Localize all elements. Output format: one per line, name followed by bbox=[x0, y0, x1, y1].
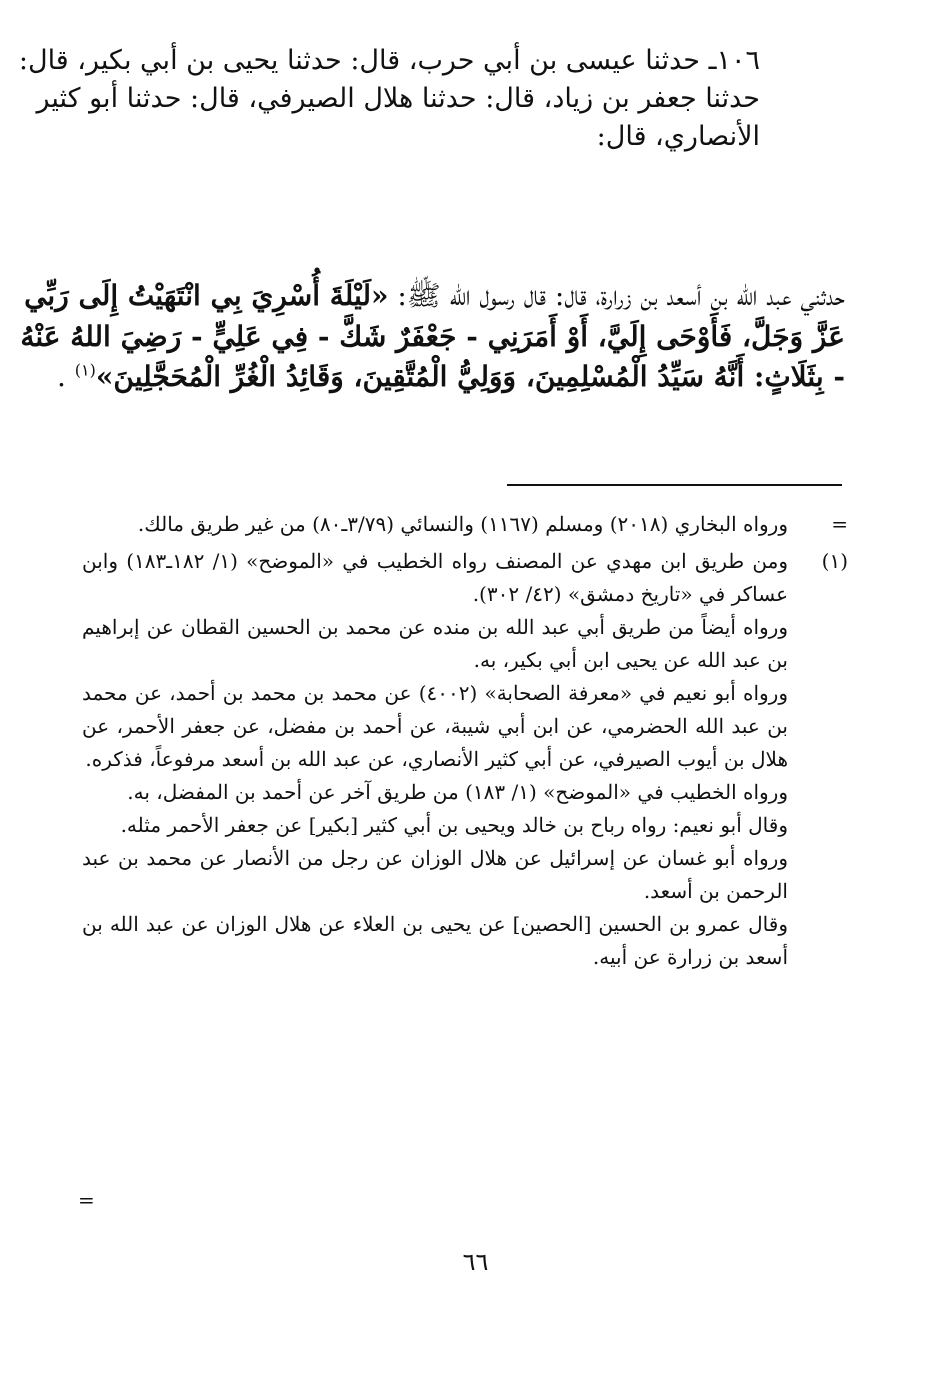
hadith-text bbox=[0, 276, 845, 398]
footnote-paragraph: ورواه أبو غسان عن إسرائيل عن هلال الوزان عن رجل من الأنصار عن محمد بن عبد الرحمن بن أسعد. bbox=[82, 846, 788, 903]
footnote-continued bbox=[82, 508, 848, 541]
footnote-paragraph: ورواه أبو نعيم في «معرفة الصحابة» (٤٠٠٢) عن محمد بن محمد بن أحمد، عن محمد بن عبد الله الحضرمي، عن ابن أبي شيبة، عن أحمد بن مفضل، عن جعفر الأحمر، عن هلال بن أيوب الصيرفي، عن أبي كثير الأنصاري، عن عبد الله بن أسعد مرفوعاً، فذكره. bbox=[82, 681, 788, 771]
footnote-separator bbox=[507, 484, 842, 486]
continued-mark: = bbox=[831, 512, 848, 536]
footnote-reference: (١) bbox=[74, 360, 96, 380]
continued-text: ورواه البخاري (٢٠١٨) ومسلم (١١٦٧) والنسائي (٣/٧٩ـ٨٠) من غير طريق مالك. bbox=[137, 512, 788, 536]
footnotes bbox=[82, 508, 848, 974]
footnote-continues-mark: = bbox=[78, 1188, 95, 1212]
footnote-paragraph: وقال عمرو بن الحسين [الحصين] عن يحيى بن العلاء عن هلال الوزان عن عبد الله بن أسعد بن زرارة عن أبيه. bbox=[82, 912, 788, 969]
hadith-quote: «لَيْلَةَ أُسْرِيَ بِي انْتَهَيْتُ إِلَى رَبِّي عَزَّ وَجَلَّ، فَأَوْحَى إِلَيَّ، أَوْ أَمَرَنِي - جَعْفَرٌ شَكَّ - فِي عَلِيٍّ - رَضِيَ اللهُ عَنْهُ - بِثَلَاثٍ: أَنَّهُ سَيِّدُ الْمُسْلِمِينَ، وَوَلِيُّ الْمُتَّقِينَ، وَقَائِدُ الْغُرِّ الْمُحَجَّلِينَ» bbox=[20, 279, 845, 394]
footnote-paragraph: ومن طريق ابن مهدي عن المصنف رواه الخطيب في «الموضح» (١/ ١٨٢ـ١٨٣) وابن عساكر في «تاريخ دمشق» (٤٢/ ٣٠٢). bbox=[82, 549, 788, 606]
page-number: ٦٦ bbox=[462, 1248, 489, 1276]
footnote-paragraph: ورواه أيضاً من طريق أبي عبد الله بن منده عن محمد بن الحسين القطان عن إبراهيم بن عبد الله عن يحيى ابن أبي بكير، به. bbox=[82, 615, 788, 672]
hadith-intro: حدثني عبد الله بن أسعد بن زرارة، قال: قال رسول الله ﷺ: bbox=[388, 279, 845, 312]
hadith-end: . bbox=[56, 360, 75, 394]
footnote-1-body bbox=[82, 545, 788, 974]
footnote-1 bbox=[82, 545, 848, 974]
footnote-number: (١) bbox=[821, 549, 848, 573]
footnote-paragraph: ورواه الخطيب في «الموضح» (١/ ١٨٣) من طريق آخر عن أحمد بن المفضل، به. bbox=[127, 780, 788, 804]
isnad-text: ١٠٦ـ حدثنا عيسى بن أبي حرب، قال: حدثنا يحيى بن أبي بكير، قال: حدثنا جعفر بن زياد، قال: حدثنا هلال الصيرفي، قال: حدثنا أبو كثير الأنصاري، قال: bbox=[18, 45, 760, 152]
footnote-paragraph: وقال أبو نعيم: رواه رباح بن خالد ويحيى بن أبي كثير [بكير] عن جعفر الأحمر مثله. bbox=[120, 813, 788, 837]
hadith-isnad bbox=[0, 42, 760, 155]
